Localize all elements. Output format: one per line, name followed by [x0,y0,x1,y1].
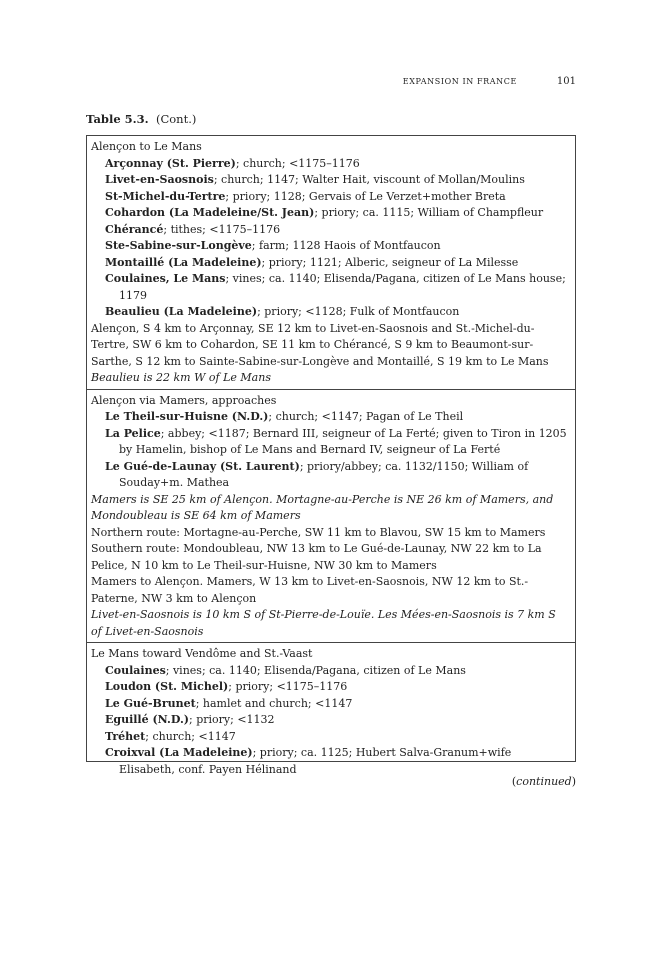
site-details: ; priory/abbey; ca. 1132/1150; William of Souday+m. Mathea [119,459,529,489]
site-details: ; church; <1147; Pagan of Le Theil [268,410,464,423]
site-name: Coulaines [105,663,166,677]
site-details: ; priory; ca. 1125; Hubert Salva-Granum+wife Elisabeth, conf. Payen Hélinand [119,746,512,776]
running-head [0,76,576,87]
route-note: Alençon, S 4 km to Arçonnay, SE 12 km to Livet-en-Saosnois and St.-Michel-du-Tertre, SW 6 km to Cohardon, SE 11 km to Chérancé, S 9 km to Beaumont-sur-Sarthe, S 12 km to Sainte-Sabine-sur-Longève and Montaillé, S 19 km to Le Mans [91,321,549,368]
table-label: Table 5.3. [86,112,149,126]
site-entry [91,409,569,426]
site-name: Montaillé (La Madeleine) [105,255,262,269]
site-entry [91,304,569,321]
site-entry [91,205,569,222]
site-name: Le Theil-sur-Huisne (N.D.) [105,410,269,423]
site-name: Ste-Sabine-sur-Longève [105,239,252,252]
site-entry [91,271,569,304]
site-details: ; farm; 1128 Haois of Montfaucon [251,239,441,252]
itinerary-table [86,135,576,776]
site-details: ; priory; <1132 [189,713,275,726]
site-entry [91,156,569,173]
site-entry [91,222,569,239]
site-details: ; hamlet and church; <1147 [195,696,353,710]
table-section [87,136,575,390]
site-details: ; priory; 1128; Gervais of Le Verzet+mother Breta [225,189,506,203]
route-note: Mamers is SE 25 km of Alençon. Mortagne-au-Perche is NE 26 km of Mamers, and Mondoubleau is SE 64 km of Mamers [91,492,554,522]
site-name: La Pelice [105,426,161,440]
site-name: Coulaines, Le Mans [105,272,226,285]
section-heading: Le Mans toward Vendôme and St.-Vaast [91,647,313,660]
site-entry [91,238,569,255]
site-details: ; church; <1147 [145,729,236,743]
site-entry [91,712,569,729]
site-name: Le Gué-Brunet [105,696,196,710]
table-caption-suffix: (Cont.) [155,112,197,126]
route-note: Beaulieu is 22 km W of Le Mans [91,371,271,384]
site-entry [91,729,569,746]
running-title: EXPANSION IN FRANCE [402,77,517,86]
site-details: ; church; <1175–1176 [235,156,360,170]
section-heading: Alençon to Le Mans [91,140,202,153]
site-entry [91,255,569,272]
site-entry [91,172,569,189]
site-entry [91,189,569,206]
site-details: ; priory; ca. 1115; William of Champfleur [314,206,544,219]
site-name: Beaulieu (La Madeleine) [105,305,258,318]
route-note: Southern route: Mondoubleau, NW 13 km to Le Gué-de-Launay, NW 22 km to La Pelice, N 10 km to Le Theil-sur-Huisne, NW 30 km to Mamers [91,542,542,572]
site-entry [91,663,569,680]
route-note: Northern route: Mortagne-au-Perche, SW 11 km to Blavou, SW 15 km to Mamers [91,525,546,539]
site-details: ; priory; 1121; Alberic, seigneur of La Milesse [261,255,519,269]
route-note: Livet-en-Saosnois is 10 km S of St-Pierre-de-Louïe. Les Mées-en-Saosnois is 7 km S of Livet-en-Saosnois [91,608,556,638]
route-note: Mamers to Alençon. Mamers, W 13 km to Livet-en-Saosnois, NW 12 km to St.-Paterne, NW 3 km to Alençon [91,575,529,605]
table-caption [86,112,196,126]
table-section [87,643,575,780]
site-details: ; church; 1147; Walter Hait, viscount of Mollan/Moulins [213,173,525,186]
site-entry [91,745,569,778]
page-number: 101 [556,76,576,87]
site-details: ; vines; ca. 1140; Elisenda/Pagana, citizen of Le Mans [165,663,466,677]
site-details: ; tithes; <1175–1176 [163,222,281,236]
site-details: ; abbey; <1187; Bernard III, seigneur of La Ferté; given to Tiron in 1205 by Hamelin, bishop of Le Mans and Bernard IV, seigneur of La Ferté [119,426,567,456]
site-details: ; priory; <1175–1176 [228,680,348,693]
site-name: Chérancé [105,222,164,236]
site-entry [91,459,569,492]
site-name: Livet-en-Saosnois [105,173,214,186]
site-name: Tréhet [105,729,146,743]
site-name: Loudon (St. Michel) [105,680,229,693]
site-details: ; priory; <1128; Fulk of Montfaucon [257,305,460,318]
table-section [87,390,575,644]
continued-note: (continued) [511,775,576,788]
site-entry [91,426,569,459]
site-name: Le Gué-de-Launay (St. Laurent) [105,459,300,473]
site-name: Arçonnay (St. Pierre) [105,156,236,170]
site-entry [91,679,569,696]
site-name: St-Michel-du-Tertre [105,189,226,203]
site-name: Croixval (La Madeleine) [105,746,253,759]
site-details: ; vines; ca. 1140; Elisenda/Pagana, citizen of Le Mans house; 1179 [119,272,566,302]
site-name: Eguillé (N.D.) [105,713,190,726]
site-entry [91,696,569,713]
section-heading: Alençon via Mamers, approaches [91,393,277,407]
site-name: Cohardon (La Madeleine/St. Jean) [105,206,315,219]
